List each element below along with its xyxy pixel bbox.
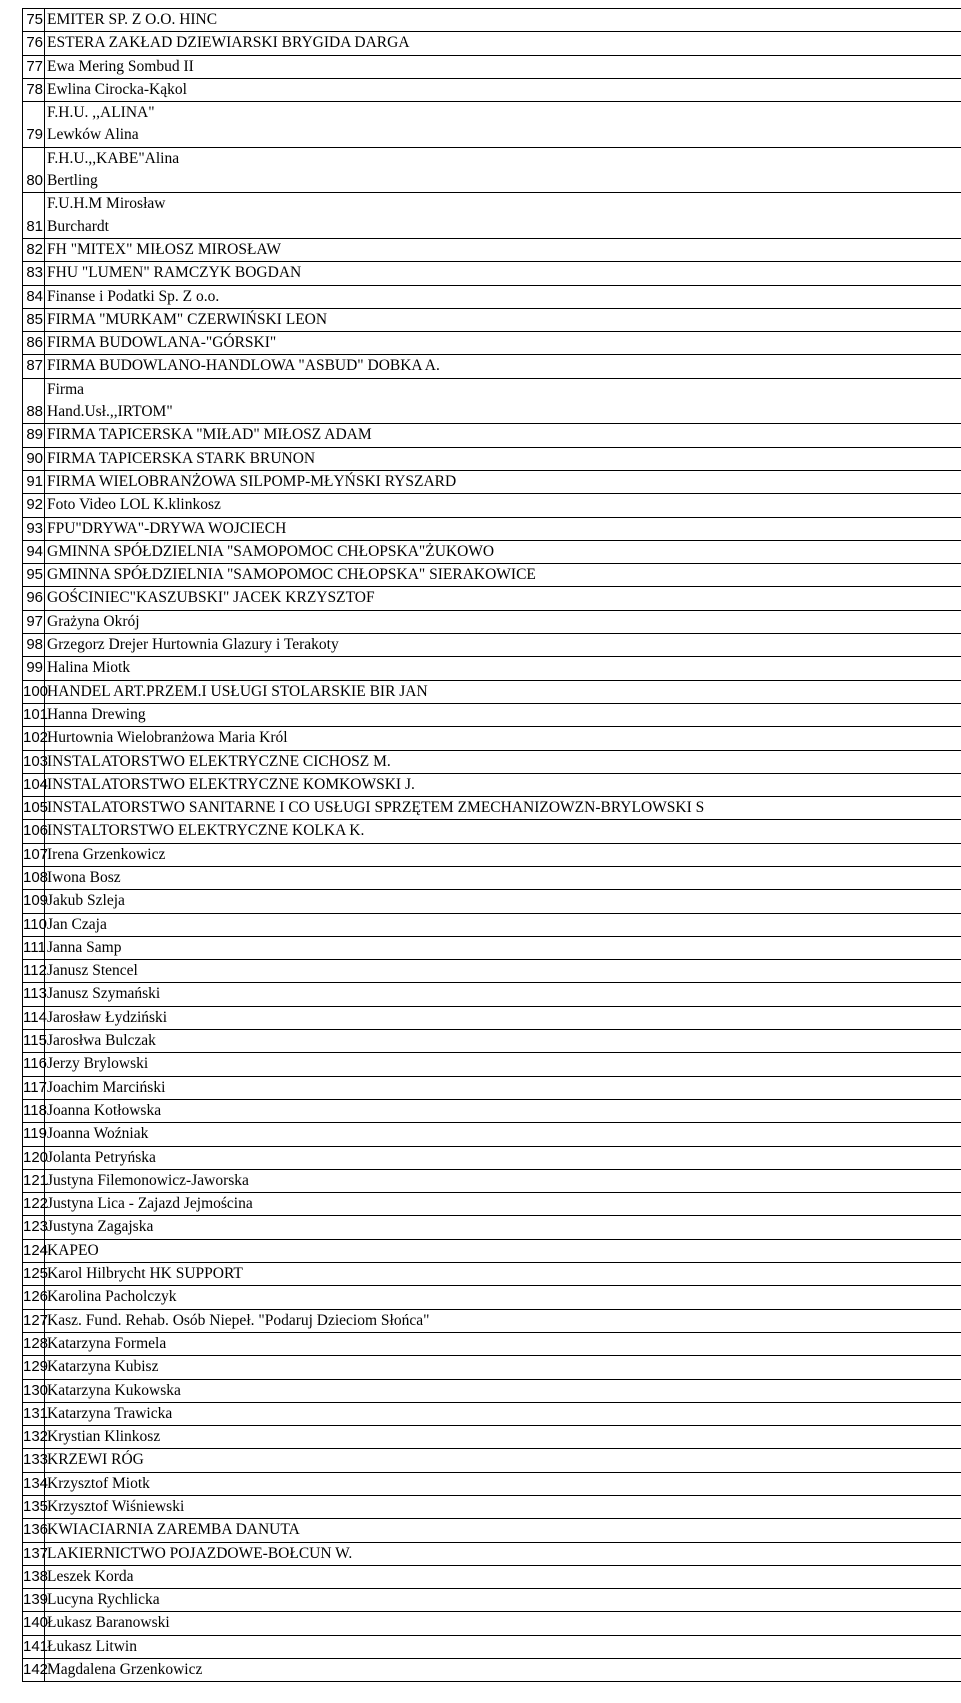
company-name <box>45 843 961 866</box>
table-row <box>23 355 961 378</box>
company-list-table <box>22 8 961 1682</box>
company-name-line: FHU "LUMEN" RAMCZYK BOGDAN <box>47 264 302 282</box>
row-number: 127 <box>23 1309 45 1332</box>
row-number: 98 <box>23 634 45 657</box>
table-row <box>23 1146 961 1169</box>
row-number: 88 <box>23 378 45 424</box>
row-number: 142 <box>23 1659 45 1682</box>
company-name-line: EMITER SP. Z O.O. HINC <box>47 11 218 28</box>
company-name <box>45 1263 961 1286</box>
company-name <box>45 564 961 587</box>
table-row <box>23 285 961 308</box>
company-name <box>45 1006 961 1029</box>
table-row <box>23 1659 961 1682</box>
company-list-body <box>23 9 961 1682</box>
row-number: 78 <box>23 78 45 101</box>
company-name-line: Ewlina Cirocka-Kąkol <box>47 80 187 98</box>
company-name-line: Hanna Drewing <box>47 705 146 723</box>
table-row <box>23 308 961 331</box>
company-name <box>45 936 961 959</box>
table-row <box>23 1169 961 1192</box>
company-name <box>45 960 961 983</box>
company-name-line: FIRMA TAPICERSKA "MIŁAD" MIŁOSZ ADAM <box>47 426 372 444</box>
row-number: 132 <box>23 1426 45 1449</box>
table-row <box>23 773 961 796</box>
company-name-line: FIRMA TAPICERSKA STARK BRUNON <box>47 449 316 467</box>
company-name <box>45 494 961 517</box>
company-name-line: Hand.Usł.,,IRTOM" <box>47 403 173 421</box>
company-name <box>45 1659 961 1682</box>
row-number: 95 <box>23 564 45 587</box>
row-number: 107 <box>23 843 45 866</box>
company-name <box>45 634 961 657</box>
company-name <box>45 866 961 889</box>
company-name <box>45 1286 961 1309</box>
company-name-line: LAKIERNICTWO POJAZDOWE-BOŁCUN W. <box>47 1544 353 1562</box>
company-name <box>45 1426 961 1449</box>
company-name <box>45 193 961 239</box>
company-name-line: Jan Czaja <box>47 915 107 933</box>
company-name-line: Iwona Bosz <box>47 868 121 886</box>
company-name-line: F.H.U. ,,ALINA" <box>47 104 155 122</box>
table-row <box>23 657 961 680</box>
company-name-line: Jarosław Łydziński <box>47 1008 168 1026</box>
row-number: 136 <box>23 1519 45 1542</box>
company-name-line: Irena Grzenkowicz <box>47 845 166 863</box>
company-name <box>45 703 961 726</box>
company-name-line: Joanna Kotłowska <box>47 1101 162 1119</box>
row-number: 119 <box>23 1123 45 1146</box>
company-name <box>45 308 961 331</box>
row-number: 109 <box>23 890 45 913</box>
row-number: 86 <box>23 332 45 355</box>
company-name-line: Krzysztof Miotk <box>47 1474 150 1492</box>
company-name-line: Krystian Klinkosz <box>47 1428 161 1446</box>
table-row <box>23 78 961 101</box>
company-name <box>45 1496 961 1519</box>
company-name-line: INSTALATORSTWO ELEKTRYCZNE KOMKOWSKI J. <box>47 775 415 793</box>
company-name-line: KAPEO <box>47 1241 99 1259</box>
row-number: 79 <box>23 102 45 148</box>
table-row <box>23 913 961 936</box>
company-name-line: FPU"DRYWA"-DRYWA WOJCIECH <box>47 519 287 537</box>
company-name <box>45 470 961 493</box>
table-row <box>23 866 961 889</box>
company-name <box>45 1356 961 1379</box>
row-number: 104 <box>23 773 45 796</box>
table-row <box>23 1216 961 1239</box>
row-number: 91 <box>23 470 45 493</box>
company-name-line: Lewków Alina <box>47 126 139 144</box>
company-name-line: GMINNA SPÓŁDZIELNIA "SAMOPOMOC CHŁOPSKA" SIERAKOWICE <box>47 566 536 584</box>
company-name <box>45 1565 961 1588</box>
row-number: 113 <box>23 983 45 1006</box>
row-number: 125 <box>23 1263 45 1286</box>
company-name <box>45 9 961 32</box>
company-name <box>45 517 961 540</box>
table-row <box>23 378 961 424</box>
table-row <box>23 55 961 78</box>
table-row <box>23 1332 961 1355</box>
company-name-line: Grzegorz Drejer Hurtownia Glazury i Terakoty <box>47 636 339 654</box>
company-name <box>45 1030 961 1053</box>
table-row <box>23 1193 961 1216</box>
row-number: 105 <box>23 797 45 820</box>
row-number: 130 <box>23 1379 45 1402</box>
table-row <box>23 1472 961 1495</box>
company-name <box>45 1123 961 1146</box>
company-name <box>45 1635 961 1658</box>
table-row <box>23 960 961 983</box>
company-name-line: Finanse i Podatki Sp. Z o.o. <box>47 287 220 305</box>
row-number: 106 <box>23 820 45 843</box>
row-number: 110 <box>23 913 45 936</box>
company-name <box>45 1099 961 1122</box>
company-name-line: Katarzyna Formela <box>47 1334 167 1352</box>
row-number: 94 <box>23 540 45 563</box>
table-row <box>23 238 961 261</box>
table-row <box>23 890 961 913</box>
row-number: 90 <box>23 447 45 470</box>
company-name <box>45 147 961 193</box>
company-name <box>45 680 961 703</box>
row-number: 138 <box>23 1565 45 1588</box>
company-name <box>45 1239 961 1262</box>
company-name <box>45 378 961 424</box>
company-name-line: Janna Samp <box>47 938 122 956</box>
company-name-line: Ewa Mering Sombud II <box>47 57 194 75</box>
company-name <box>45 1542 961 1565</box>
company-name <box>45 1169 961 1192</box>
row-number: 84 <box>23 285 45 308</box>
table-row <box>23 1286 961 1309</box>
company-name-line: Foto Video LOL K.klinkosz <box>47 496 221 514</box>
row-number: 122 <box>23 1193 45 1216</box>
company-name <box>45 1076 961 1099</box>
row-number: 85 <box>23 308 45 331</box>
company-name-line: Firma <box>47 380 85 398</box>
table-row <box>23 1053 961 1076</box>
table-row <box>23 1099 961 1122</box>
table-row <box>23 1356 961 1379</box>
table-row <box>23 262 961 285</box>
company-name-line: Justyna Filemonowicz-Jaworska <box>47 1171 249 1189</box>
row-number: 112 <box>23 960 45 983</box>
row-number: 117 <box>23 1076 45 1099</box>
row-number: 82 <box>23 238 45 261</box>
company-name <box>45 1053 961 1076</box>
company-name-line: Burchardt <box>47 217 109 235</box>
row-number: 134 <box>23 1472 45 1495</box>
company-name <box>45 1309 961 1332</box>
row-number: 101 <box>23 703 45 726</box>
company-name <box>45 447 961 470</box>
row-number: 121 <box>23 1169 45 1192</box>
row-number: 99 <box>23 657 45 680</box>
row-number: 89 <box>23 424 45 447</box>
row-number: 96 <box>23 587 45 610</box>
row-number: 140 <box>23 1612 45 1635</box>
company-name-line: Joanna Woźniak <box>47 1125 149 1143</box>
company-name <box>45 1402 961 1425</box>
company-name-line: GOŚCINIEC"KASZUBSKI" JACEK KRZYSZTOF <box>47 589 375 607</box>
table-row <box>23 1449 961 1472</box>
company-name-line: Łukasz Baranowski <box>47 1614 170 1632</box>
company-name <box>45 262 961 285</box>
company-name-line: KRZEWI RÓG <box>47 1451 144 1469</box>
row-number: 103 <box>23 750 45 773</box>
company-name <box>45 78 961 101</box>
table-row <box>23 9 961 32</box>
table-row <box>23 1030 961 1053</box>
company-name-line: FIRMA WIELOBRANŻOWA SILPOMP-MŁYŃSKI RYSZARD <box>47 472 457 490</box>
company-name-line: Grażyna Okrój <box>47 612 140 630</box>
company-name-line: Justyna Zagajska <box>47 1218 154 1236</box>
row-number: 133 <box>23 1449 45 1472</box>
table-row <box>23 610 961 633</box>
company-name-line: Kasz. Fund. Rehab. Osób Niepeł. "Podaruj Dzieciom Słońca" <box>47 1311 430 1329</box>
company-name-line: Halina Miotk <box>47 659 131 677</box>
table-row <box>23 703 961 726</box>
company-name-line: Hurtownia Wielobranżowa Maria Król <box>47 729 288 747</box>
company-name-line: Jolanta Petryńska <box>47 1148 156 1166</box>
company-name-line: Joachim Marciński <box>47 1078 166 1096</box>
company-name <box>45 913 961 936</box>
row-number: 77 <box>23 55 45 78</box>
row-number: 83 <box>23 262 45 285</box>
company-name-line: Jerzy Brylowski <box>47 1055 149 1073</box>
table-row <box>23 727 961 750</box>
company-name <box>45 55 961 78</box>
company-name-line: Jarosłwa Bulczak <box>47 1032 156 1050</box>
company-name-line: Katarzyna Kukowska <box>47 1381 181 1399</box>
table-row <box>23 750 961 773</box>
row-number: 123 <box>23 1216 45 1239</box>
table-row <box>23 820 961 843</box>
company-name-line: INSTALATORSTWO SANITARNE I CO USŁUGI SPRZĘTEM ZMECHANIZOWZN-BRYLOWSKI S <box>47 799 705 817</box>
table-row <box>23 1309 961 1332</box>
row-number: 75 <box>23 9 45 32</box>
row-number: 100 <box>23 680 45 703</box>
company-name-line: Karolina Pacholczyk <box>47 1288 177 1306</box>
row-number: 118 <box>23 1099 45 1122</box>
table-row <box>23 147 961 193</box>
company-name <box>45 797 961 820</box>
company-name-line: Łukasz Litwin <box>47 1637 137 1655</box>
table-row <box>23 447 961 470</box>
company-name-line: HANDEL ART.PRZEM.I USŁUGI STOLARSKIE BIR JAN <box>47 682 428 700</box>
table-row <box>23 564 961 587</box>
company-name-line: Krzysztof Wiśniewski <box>47 1498 185 1515</box>
table-row <box>23 1263 961 1286</box>
table-row <box>23 843 961 866</box>
row-number: 120 <box>23 1146 45 1169</box>
row-number: 116 <box>23 1053 45 1076</box>
company-name <box>45 1332 961 1355</box>
row-number: 139 <box>23 1589 45 1612</box>
table-row <box>23 680 961 703</box>
table-row <box>23 797 961 820</box>
company-name-line: Magdalena Grzenkowicz <box>47 1661 203 1679</box>
row-number: 97 <box>23 610 45 633</box>
company-name-line: INSTALTORSTWO ELEKTRYCZNE KOLKA K. <box>47 822 365 840</box>
table-row <box>23 1123 961 1146</box>
row-number: 135 <box>23 1496 45 1519</box>
company-name <box>45 587 961 610</box>
table-row <box>23 193 961 239</box>
company-name-line: Leszek Korda <box>47 1567 134 1585</box>
company-name-line: ESTERA ZAKŁAD DZIEWIARSKI BRYGIDA DARGA <box>47 34 410 52</box>
company-name <box>45 983 961 1006</box>
company-name-line: F.U.H.M Mirosław <box>47 195 166 213</box>
company-name <box>45 1472 961 1495</box>
company-name-line: GMINNA SPÓŁDZIELNIA "SAMOPOMOC CHŁOPSKA"ŻUKOWO <box>47 542 495 560</box>
table-row <box>23 1496 961 1519</box>
company-name <box>45 1519 961 1542</box>
table-row <box>23 1589 961 1612</box>
company-name-line: KWIACIARNIA ZAREMBA DANUTA <box>47 1521 300 1539</box>
company-name-line: FH "MITEX" MIŁOSZ MIROSŁAW <box>47 240 282 258</box>
company-name-line: Katarzyna Trawicka <box>47 1404 173 1422</box>
row-number: 128 <box>23 1332 45 1355</box>
company-name <box>45 102 961 148</box>
company-name <box>45 820 961 843</box>
company-name <box>45 1146 961 1169</box>
company-name <box>45 1589 961 1612</box>
table-row <box>23 1402 961 1425</box>
row-number: 102 <box>23 727 45 750</box>
row-number: 87 <box>23 355 45 378</box>
table-row <box>23 540 961 563</box>
company-name-line: F.H.U.,,KABE"Alina <box>47 149 180 167</box>
table-row <box>23 936 961 959</box>
row-number: 115 <box>23 1030 45 1053</box>
row-number: 92 <box>23 494 45 517</box>
table-row <box>23 494 961 517</box>
table-row <box>23 1239 961 1262</box>
company-name <box>45 1216 961 1239</box>
company-name-line: Janusz Szymański <box>47 985 161 1003</box>
table-row <box>23 1006 961 1029</box>
table-row <box>23 102 961 148</box>
company-name-line: Janusz Stencel <box>47 962 138 980</box>
row-number: 108 <box>23 866 45 889</box>
row-number: 124 <box>23 1239 45 1262</box>
table-row <box>23 32 961 55</box>
row-number: 131 <box>23 1402 45 1425</box>
company-name <box>45 332 961 355</box>
company-name-line: Bertling <box>47 172 98 190</box>
row-number: 80 <box>23 147 45 193</box>
company-name <box>45 238 961 261</box>
table-row <box>23 424 961 447</box>
company-name <box>45 1379 961 1402</box>
row-number: 93 <box>23 517 45 540</box>
company-name <box>45 1449 961 1472</box>
company-name-line: Lucyna Rychlicka <box>47 1591 160 1609</box>
company-name <box>45 1193 961 1216</box>
company-name <box>45 32 961 55</box>
company-name <box>45 890 961 913</box>
company-name-line: Katarzyna Kubisz <box>47 1358 159 1376</box>
row-number: 114 <box>23 1006 45 1029</box>
row-number: 111 <box>23 936 45 959</box>
table-row <box>23 634 961 657</box>
row-number: 137 <box>23 1542 45 1565</box>
table-row <box>23 587 961 610</box>
table-row <box>23 517 961 540</box>
company-name <box>45 727 961 750</box>
table-row <box>23 983 961 1006</box>
table-row <box>23 1612 961 1635</box>
company-name-line: FIRMA BUDOWLANA-"GÓRSKI" <box>47 334 277 352</box>
company-name <box>45 424 961 447</box>
row-number: 81 <box>23 193 45 239</box>
company-name-line: Justyna Lica - Zajazd Jejmościna <box>47 1195 253 1213</box>
row-number: 129 <box>23 1356 45 1379</box>
company-name <box>45 1612 961 1635</box>
table-row <box>23 1635 961 1658</box>
company-name <box>45 773 961 796</box>
company-name-line: Jakub Szleja <box>47 892 125 910</box>
company-name-line: FIRMA BUDOWLANO-HANDLOWA "ASBUD" DOBKA A. <box>47 357 440 375</box>
row-number: 126 <box>23 1286 45 1309</box>
company-name-line: Karol Hilbrycht HK SUPPORT <box>47 1265 243 1283</box>
table-row <box>23 1565 961 1588</box>
table-row <box>23 470 961 493</box>
company-name <box>45 610 961 633</box>
company-name <box>45 750 961 773</box>
company-name <box>45 355 961 378</box>
row-number: 141 <box>23 1635 45 1658</box>
table-row <box>23 1542 961 1565</box>
table-row <box>23 1379 961 1402</box>
company-name <box>45 285 961 308</box>
company-name-line: FIRMA "MURKAM" CZERWIŃSKI LEON <box>47 310 328 328</box>
company-name <box>45 657 961 680</box>
company-name <box>45 540 961 563</box>
table-row <box>23 332 961 355</box>
table-row <box>23 1426 961 1449</box>
company-name-line: INSTALATORSTWO ELEKTRYCZNE CICHOSZ M. <box>47 752 391 770</box>
row-number: 76 <box>23 32 45 55</box>
table-row <box>23 1076 961 1099</box>
table-row <box>23 1519 961 1542</box>
